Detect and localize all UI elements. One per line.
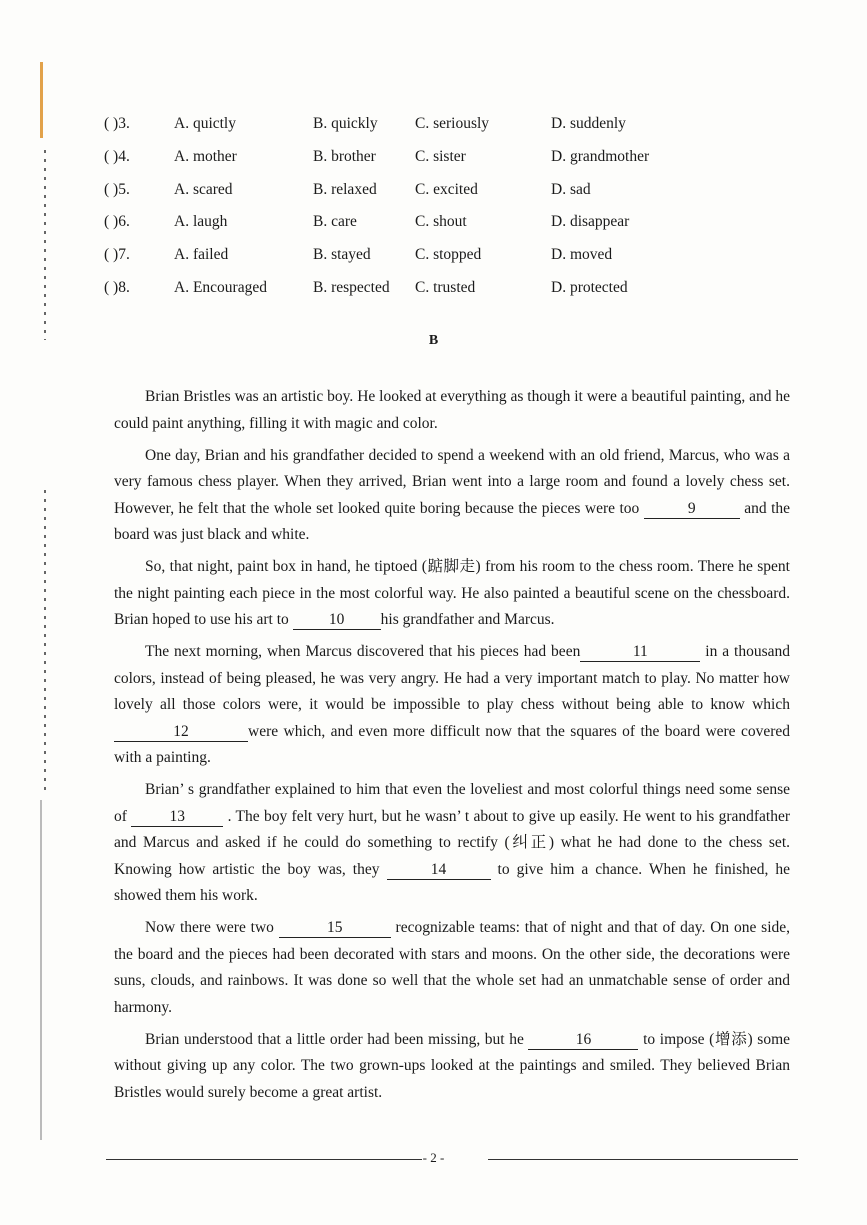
option-d: D. sad: [551, 180, 591, 198]
question-row: [104, 143, 804, 176]
option-b: B. care: [313, 213, 357, 231]
paragraph-text: were which, and even more difficult now that the squares of the board were covered with a painting.: [114, 722, 790, 766]
question-number: ( )7.: [104, 246, 130, 264]
paragraph-1: [114, 384, 790, 437]
option-d: D. grandmother: [551, 147, 650, 165]
paragraph-text: recognizable teams: that of night and that of day. On one side, the board and the pieces had been decorated with stars and moons. On the other side, the decorations were suns, clouds, and rainbows. It was done so well that the whole set had an unmatchable sense of order and harmony.: [114, 919, 791, 1016]
option-a: A. quictly: [174, 115, 236, 132]
question-number: ( )5.: [104, 180, 130, 198]
option-a: A. scared: [174, 180, 233, 198]
margin-binding-marks-lower: [44, 490, 46, 790]
option-c: C. trusted: [415, 278, 476, 296]
question-row: [104, 110, 804, 143]
paragraph-6: [114, 915, 790, 1021]
paragraph-text: Now there were two: [145, 919, 274, 936]
option-b: B. quickly: [313, 115, 378, 132]
option-b: B. relaxed: [313, 180, 377, 198]
margin-binding-marks: [44, 150, 46, 340]
paragraph-text: Brian’ s grandfather explained to him that even the loveliest and most colorful things need some sense of: [114, 781, 790, 825]
paragraph-text: to impose (增添) some without giving up any color. The two grown-ups looked at the paintings and smiled. They believed Brian Bristles would surely become a great artist.: [114, 1030, 791, 1101]
question-row: [104, 274, 804, 307]
paragraph-text: So, that night, paint box in hand, he tiptoed (踮脚走) from his room to the chess room. There he spent the night painting each piece in the most colorful way. He also painted a beautiful scene on the chessboard. Brian hoped to use his art to: [114, 558, 790, 628]
reading-passage: [114, 384, 790, 1112]
blank-13: 13: [131, 807, 223, 827]
blank-9: 9: [644, 499, 740, 519]
option-c: C. sister: [415, 147, 466, 165]
multiple-choice-options: [104, 110, 804, 307]
option-a: A. failed: [174, 246, 229, 264]
paragraph-text: in a thousand colors, instead of being pleased, he was very angry. He had a very important match to play. No matter how lovely all those colors were, it would be impossible to play chess without being able to know which: [114, 643, 791, 713]
paragraph-2: [114, 443, 790, 549]
blank-16: 16: [528, 1030, 638, 1050]
paragraph-text: his grandfather and Marcus.: [380, 611, 555, 628]
blank-11: 11: [580, 642, 700, 662]
option-c: C. stopped: [415, 246, 482, 264]
paragraph-text: One day, Brian and his grandfather decided to spend a weekend with an old friend, Marcus, who was a very famous chess player. When they arrived, Brian went into a large room and found a lovely chess set. However, he felt that the whole set looked quite boring because the pieces were too: [114, 446, 790, 517]
question-number: ( )6.: [104, 213, 130, 231]
paragraph-text: to give him a chance. When he finished, he showed them his work.: [114, 860, 791, 904]
option-c: C. excited: [415, 180, 478, 198]
paragraph-text: and the board was just black and white.: [114, 499, 791, 543]
blank-15: 15: [279, 918, 391, 938]
option-b: B. respected: [313, 278, 390, 296]
question-number: ( )8.: [104, 278, 130, 296]
paragraph-5: [114, 777, 790, 910]
blank-14: 14: [387, 860, 491, 880]
question-number: ( )4.: [104, 147, 130, 165]
option-d: D. suddenly: [551, 115, 626, 132]
option-b: B. stayed: [313, 246, 371, 264]
blank-10: 10: [293, 610, 381, 630]
question-number: ( )3.: [104, 115, 130, 132]
page-number: - 2 -: [422, 1150, 445, 1165]
option-a: A. laugh: [174, 213, 228, 231]
footer-rule-right: [488, 1159, 798, 1160]
margin-line: [40, 800, 42, 1140]
option-a: A. Encouraged: [174, 278, 267, 296]
paragraph-text: . The boy felt very hurt, but he wasn’ t about to give up easily. He went to his grandfather and Marcus and asked if he could do something to rectify (纠正) what he had done to the chess set. Knowing how artistic the boy was, they: [114, 807, 791, 878]
option-c: C. shout: [415, 213, 467, 231]
margin-color-strip: [40, 62, 43, 138]
paragraph-7: [114, 1027, 790, 1107]
paragraph-text: Brian Bristles was an artistic boy. He looked at everything as though it were a beautiful painting, and he could paint anything, filling it with magic and color.: [114, 388, 790, 432]
option-d: D. disappear: [551, 213, 630, 231]
blank-12: 12: [114, 722, 248, 742]
option-c: C. seriously: [415, 115, 490, 132]
option-b: B. brother: [313, 147, 376, 165]
paragraph-4: [114, 639, 790, 772]
question-row: [104, 208, 804, 241]
question-row: [104, 241, 804, 274]
option-d: D. moved: [551, 246, 613, 264]
paragraph-text: Brian understood that a little order had been missing, but he: [145, 1030, 524, 1048]
option-d: D. protected: [551, 278, 628, 296]
section-heading: B: [428, 333, 439, 348]
option-a: A. mother: [174, 147, 237, 165]
question-row: [104, 176, 804, 209]
paragraph-3: [114, 554, 790, 634]
paragraph-text: The next morning, when Marcus discovered that his pieces had been: [145, 643, 581, 660]
